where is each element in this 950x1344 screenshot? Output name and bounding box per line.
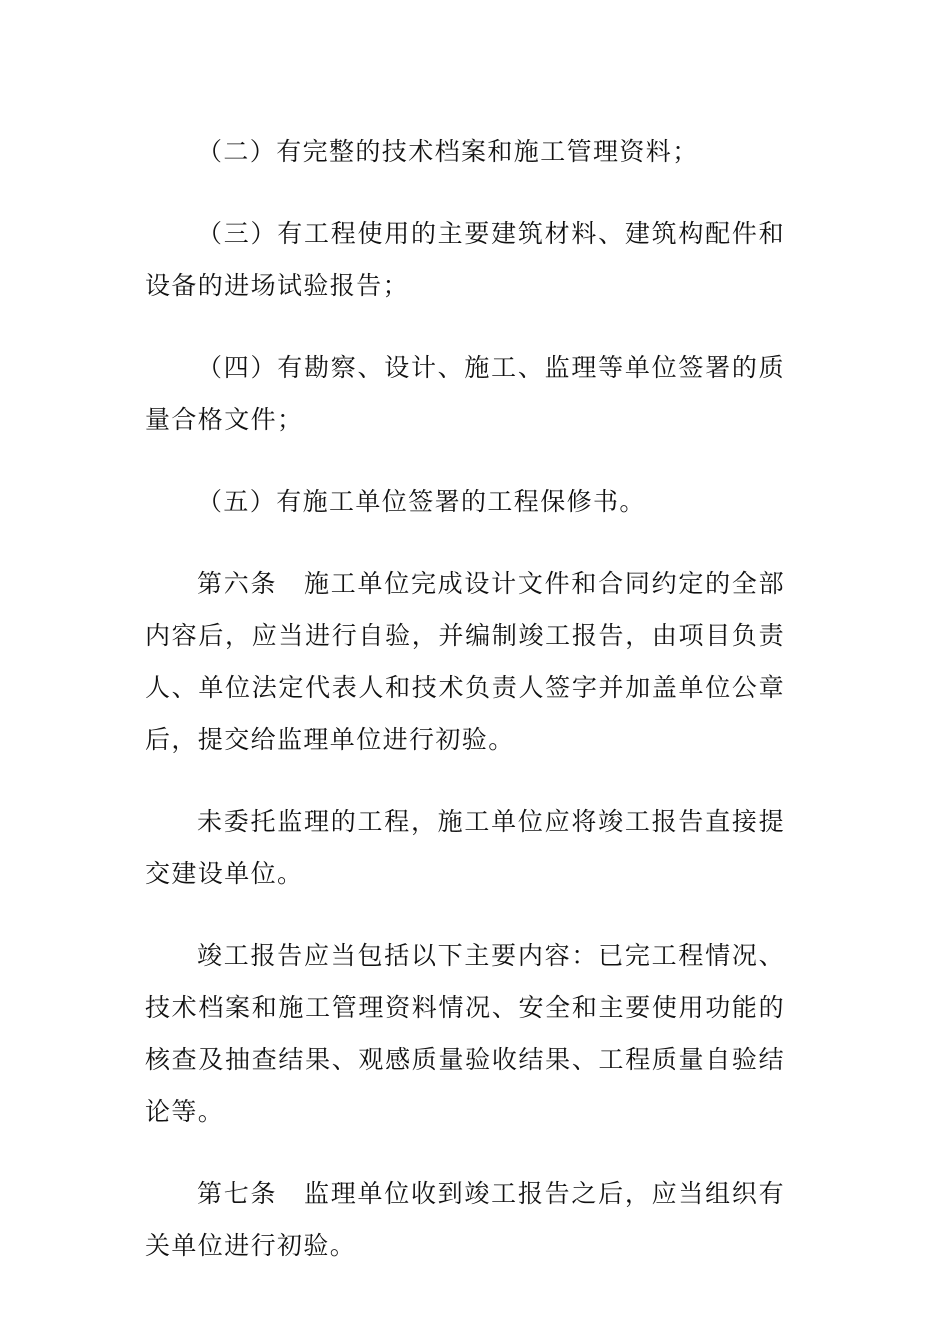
- paragraph-report-contents: 竣工报告应当包括以下主要内容：已完工程情况、技术档案和施工管理资料情况、安全和主要使用功能的核查及抽查结果、观感质量验收结果、工程质量自验结论等。: [145, 941, 785, 1126]
- paragraph-item-3: （三）有工程使用的主要建筑材料、建筑构配件和设备的进场试验报告；: [145, 219, 785, 300]
- paragraph-article-7: 第七条 监理单位收到竣工报告之后，应当组织有关单位进行初验。: [145, 1179, 785, 1260]
- paragraph-item-5: （五）有施工单位签署的工程保修书。: [197, 487, 646, 516]
- paragraph-item-2: （二）有完整的技术档案和施工管理资料；: [197, 137, 699, 166]
- paragraph-no-supervision: 未委托监理的工程，施工单位应将竣工报告直接提交建设单位。: [145, 807, 785, 888]
- document-page: [145, 126, 785, 1272]
- paragraph-item-4: （四）有勘察、设计、施工、监理等单位签署的质量合格文件；: [145, 353, 785, 434]
- paragraph-article-6: 第六条 施工单位完成设计文件和合同约定的全部内容后，应当进行自验，并编制竣工报告，由项目负责人、单位法定代表人和技术负责人签字并加盖单位公章后，提交给监理单位进行初验。: [145, 569, 785, 754]
